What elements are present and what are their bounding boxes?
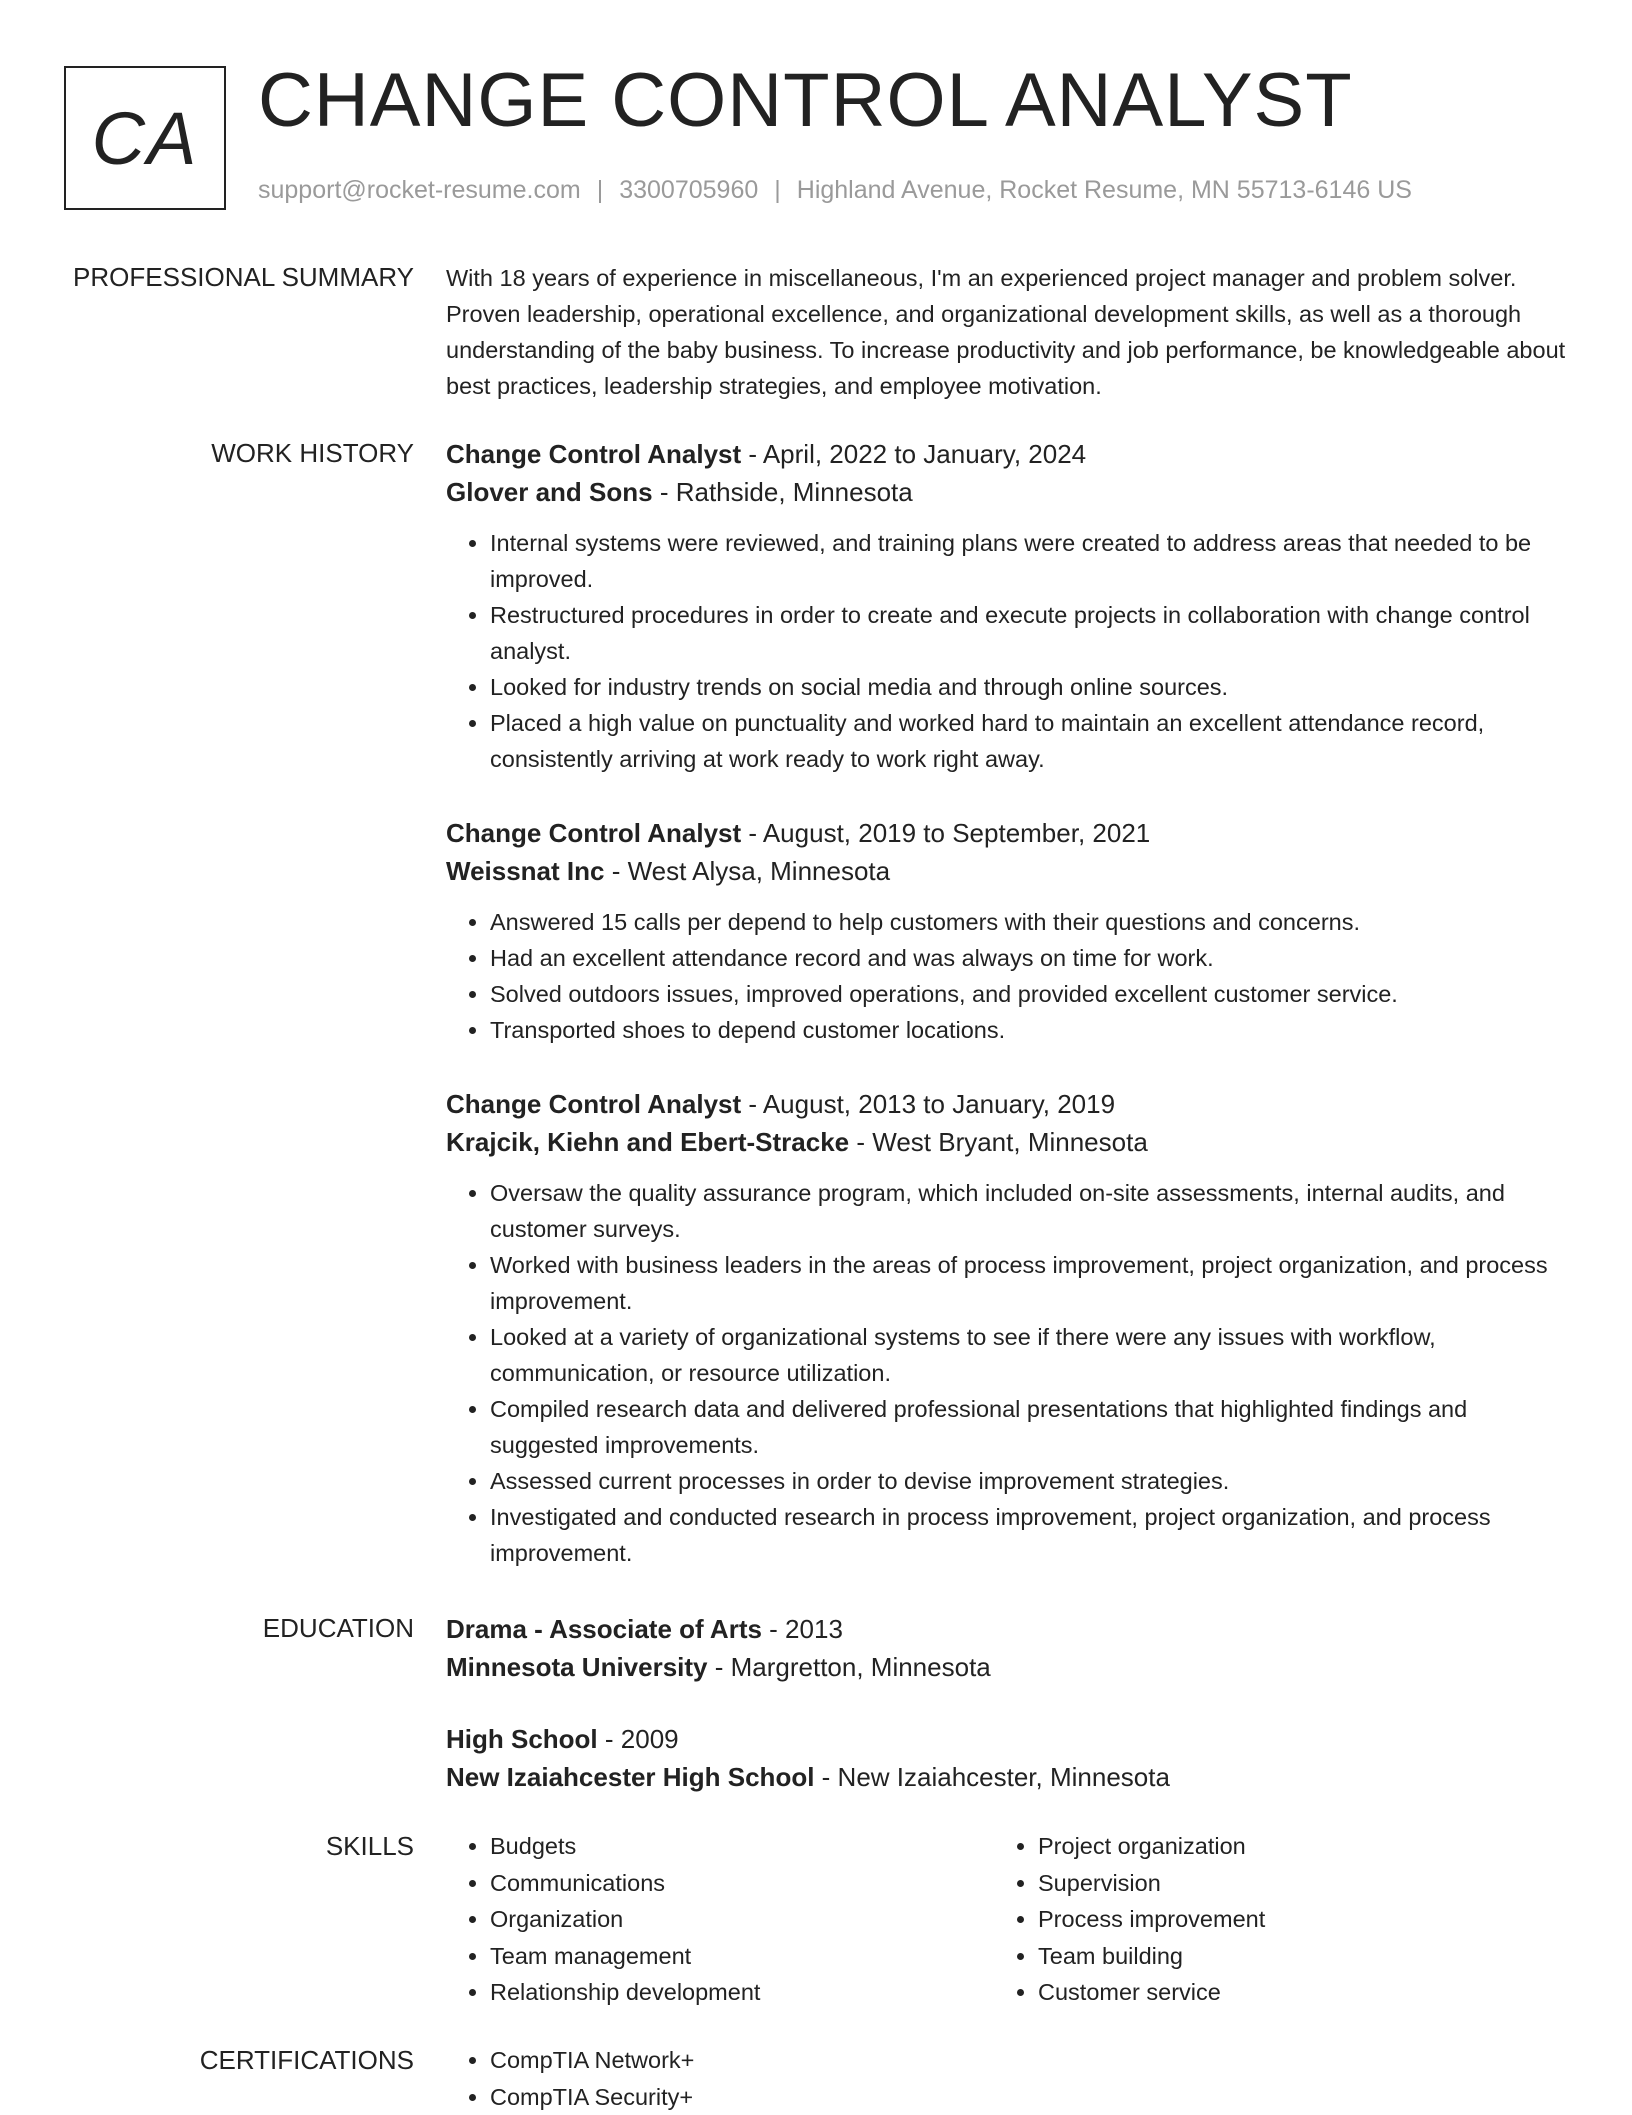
- section-label-education: EDUCATION: [0, 1613, 414, 1644]
- skills-list: [446, 1828, 994, 2011]
- education-entry: [446, 1610, 1566, 1686]
- skill-item: • Organization: [490, 1901, 994, 1938]
- job-company-line: [446, 852, 1566, 890]
- education-school-line: [446, 1648, 1566, 1686]
- job-title-line: [446, 435, 1566, 473]
- certifications-block: [446, 2042, 1566, 2115]
- job-company: Krajcik, Kiehn and Ebert-Stracke: [446, 1127, 849, 1157]
- certification-item: • CompTIA Network+: [490, 2042, 1566, 2079]
- skill-item: • Team management: [490, 1938, 994, 1975]
- contact-phone: 3300705960: [619, 176, 758, 204]
- job-bullet: • Restructured procedures in order to create and execute projects in collaboration with change control analyst.: [490, 597, 1566, 669]
- skill-item: • Team building: [1038, 1938, 1542, 1975]
- contact-separator: |: [581, 176, 620, 204]
- job-bullet: • Investigated and conducted research in process improvement, project organization, and process improvement.: [490, 1499, 1566, 1571]
- job-company-line: [446, 473, 1566, 511]
- section-label-skills: SKILLS: [0, 1831, 414, 1862]
- section-label-summary: PROFESSIONAL SUMMARY: [0, 262, 414, 293]
- job-bullet: • Had an excellent attendance record and was always on time for work.: [490, 940, 1566, 976]
- skill-item: • Supervision: [1038, 1865, 1542, 1902]
- skills-column-right: [994, 1828, 1542, 2011]
- summary-text: With 18 years of experience in miscellaneous, I'm an experienced project manager and problem solver. Proven leadership, operational excellence, and organizational development skills, as well as a thorough understanding of the baby business. To increase productivity and job performance, be knowledgeable about best practices, leadership strategies, and employee motivation.: [446, 260, 1566, 404]
- job-title: Change Control Analyst: [446, 818, 741, 848]
- job-location: - West Alysa, Minnesota: [604, 856, 890, 886]
- education-year: - 2013: [762, 1614, 843, 1644]
- job-title: Change Control Analyst: [446, 439, 741, 469]
- job-bullet: • Assessed current processes in order to devise improvement strategies.: [490, 1463, 1566, 1499]
- monogram-box: [64, 66, 226, 210]
- job-bullet-list: [446, 1175, 1566, 1571]
- job-dates: - August, 2013 to January, 2019: [741, 1089, 1115, 1119]
- contact-separator: |: [758, 176, 797, 204]
- contact-address: Highland Avenue, Rocket Resume, MN 55713-6146 US: [797, 176, 1412, 204]
- job-company: Glover and Sons: [446, 477, 653, 507]
- job-title-line: [446, 814, 1566, 852]
- skill-item: • Relationship development: [490, 1974, 994, 2011]
- job-bullet: • Transported shoes to depend customer locations.: [490, 1012, 1566, 1048]
- job-location: - West Bryant, Minnesota: [849, 1127, 1148, 1157]
- education-degree: High School: [446, 1724, 598, 1754]
- job-bullet-list: [446, 525, 1566, 777]
- education-degree: Drama - Associate of Arts: [446, 1614, 762, 1644]
- job-company: Weissnat Inc: [446, 856, 604, 886]
- education-degree-line: [446, 1610, 1566, 1648]
- skills-column-left: [446, 1828, 994, 2011]
- job-bullet: • Solved outdoors issues, improved operations, and provided excellent customer service.: [490, 976, 1566, 1012]
- skill-item: • Budgets: [490, 1828, 994, 1865]
- job-dates: - April, 2022 to January, 2024: [741, 439, 1086, 469]
- job-bullet: • Answered 15 calls per depend to help customers with their questions and concerns.: [490, 904, 1566, 940]
- skill-item: • Customer service: [1038, 1974, 1542, 2011]
- certification-item: • CompTIA Security+: [490, 2079, 1566, 2115]
- resume-name: CHANGE CONTROL ANALYST: [258, 56, 1353, 146]
- job-bullet: • Internal systems were reviewed, and training plans were created to address areas that needed to be improved.: [490, 525, 1566, 597]
- skill-item: • Project organization: [1038, 1828, 1542, 1865]
- job-bullet: • Looked at a variety of organizational systems to see if there were any issues with workflow, communication, or resource utilization.: [490, 1319, 1566, 1391]
- job-title-line: [446, 1085, 1566, 1123]
- education-location: - Margretton, Minnesota: [708, 1652, 991, 1682]
- job-title: Change Control Analyst: [446, 1089, 741, 1119]
- skills-grid: [446, 1828, 1566, 2011]
- section-label-work-history: WORK HISTORY: [0, 438, 414, 469]
- contact-line: [258, 176, 1412, 205]
- certifications-list: [446, 2042, 1566, 2115]
- education-school: New Izaiahcester High School: [446, 1762, 814, 1792]
- section-label-certifications: CERTIFICATIONS: [0, 2045, 414, 2076]
- job-dates: - August, 2019 to September, 2021: [741, 818, 1150, 848]
- skill-item: • Communications: [490, 1865, 994, 1902]
- education-school: Minnesota University: [446, 1652, 708, 1682]
- skills-list: [994, 1828, 1542, 2011]
- education-school-line: [446, 1758, 1566, 1796]
- education-location: - New Izaiahcester, Minnesota: [814, 1762, 1170, 1792]
- job-bullet: • Worked with business leaders in the areas of process improvement, project organization, and process improvement.: [490, 1247, 1566, 1319]
- job-company-line: [446, 1123, 1566, 1161]
- education-year: - 2009: [598, 1724, 679, 1754]
- job-location: - Rathside, Minnesota: [653, 477, 913, 507]
- job-entry: [446, 814, 1566, 1048]
- job-bullet: • Placed a high value on punctuality and worked hard to maintain an excellent attendance record, consistently arriving at work ready to work right away.: [490, 705, 1566, 777]
- job-entry: [446, 1085, 1566, 1571]
- education-degree-line: [446, 1720, 1566, 1758]
- job-bullet: • Looked for industry trends on social media and through online sources.: [490, 669, 1566, 705]
- contact-email: support@rocket-resume.com: [258, 176, 581, 204]
- job-entry: [446, 435, 1566, 777]
- education-entry: [446, 1720, 1566, 1796]
- job-bullet: • Compiled research data and delivered professional presentations that highlighted findings and suggested improvements.: [490, 1391, 1566, 1463]
- job-bullet: • Oversaw the quality assurance program, which included on-site assessments, internal audits, and customer surveys.: [490, 1175, 1566, 1247]
- monogram-initials: CA: [92, 96, 199, 181]
- skill-item: • Process improvement: [1038, 1901, 1542, 1938]
- job-bullet-list: [446, 904, 1566, 1048]
